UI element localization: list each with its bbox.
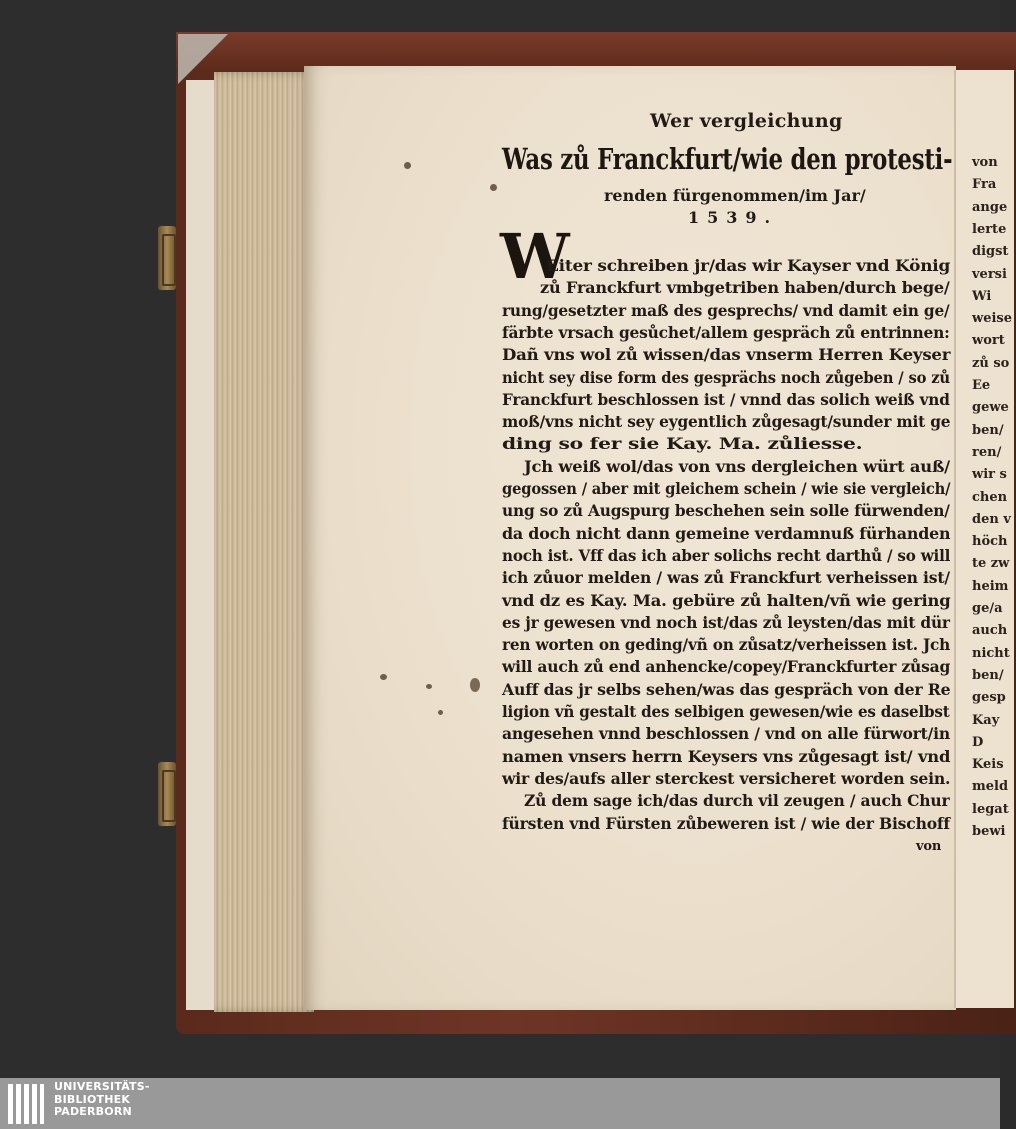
body-line: Auff das jr selbs sehen/was das gespräch von der Re [502, 679, 951, 699]
facing-page-line: weise [972, 311, 1012, 327]
body-line: rung/gesetzter maß des gesprechs/ vnd damit ein ge/ [502, 300, 950, 320]
body-line: da doch nicht dann gemeine verdamnuß fürhanden [502, 523, 951, 543]
library-name-line-3: PADERBORN [54, 1105, 132, 1118]
body-line: Dañ vns wol zů wissen/das vnserm Herren Keyser [502, 345, 951, 365]
body-line: es jr gewesen vnd noch ist/das zů leysten/das mit dür [502, 612, 950, 632]
book-clasp-lower [158, 762, 176, 826]
body-line: namen vnsers herrn Keysers vns zůgesagt ist/ vnd [502, 746, 951, 766]
page-blemish [426, 684, 432, 689]
running-head: Wer vergleichung [650, 110, 843, 132]
body-line: ich zůuor melden / was zů Franckfurt verheissen ist/ [502, 568, 950, 588]
body-line: fürsten vnd Fürsten zůbeweren ist / wie der Bischoff [502, 813, 950, 833]
facing-page-line: bewi [972, 824, 1006, 839]
facing-page-line: lerte [972, 221, 1007, 237]
facing-page-line: nicht [972, 645, 1010, 661]
facing-page-line: den v [972, 511, 1011, 527]
body-line: ding so fer sie Kay. Ma. zůliesse. [502, 434, 863, 454]
facing-page-line: ben/ [972, 667, 1004, 683]
page-title-year: 1539. [688, 208, 779, 227]
page-title-line-2: renden fürgenommen/im Jar/ [604, 186, 866, 205]
facing-page-line: Wi [972, 288, 992, 304]
facing-page-line: legat [972, 801, 1009, 817]
page-blemish [380, 674, 387, 680]
page-blemish [438, 710, 443, 715]
body-line: färbte vrsach gesůchet/allem gespräch zů entrinnen: [502, 322, 950, 342]
body-line: vnd dz es Kay. Ma. gebüre zů halten/vñ wie gering [502, 590, 951, 610]
footer-bar [0, 1078, 1000, 1129]
facing-page-line: Fra [972, 177, 997, 193]
drop-initial: W [500, 220, 570, 293]
facing-page [954, 70, 1014, 1008]
body-line: ung so zů Augspurg beschehen sein solle fürwenden/ [502, 501, 950, 521]
body-line: ren worten on geding/vñ on zůsatz/verheissen ist. Jch [502, 635, 951, 655]
facing-page-line: ge/a [972, 601, 1003, 616]
book-clasp-upper [158, 226, 176, 290]
facing-page-line: versi [972, 266, 1007, 282]
facing-page-line: ben/ [972, 422, 1004, 438]
facing-page-line: Keis [972, 757, 1004, 773]
library-name-line-1: UNIVERSITÄTS- [54, 1080, 150, 1093]
body-line: wir des/aufs aller sterckest versicheret worden sein. [502, 768, 951, 788]
page-edges [214, 72, 314, 1012]
facing-page-line: zů so [972, 355, 1010, 371]
body-line: zů Franckfurt vmbgetriben haben/durch bege/ [540, 278, 950, 298]
body-line: gegossen / aber mit gleichem schein / wie sie vergleich/ [502, 479, 951, 498]
facing-page-line: gewe [972, 400, 1009, 416]
body-line: moß/vns nicht sey eygentlich zůgesagt/sunder mit ge [502, 412, 951, 432]
page-blemish [404, 162, 411, 169]
facing-page-line: Ee [972, 378, 991, 393]
facing-page-line: chen [972, 489, 1008, 505]
library-logo-icon [8, 1084, 48, 1124]
body-line: Zů dem sage ich/das durch vil zeugen / auch Chur [524, 791, 950, 811]
facing-page-line: wort [972, 333, 1005, 349]
facing-page-line: wir s [972, 467, 1007, 483]
body-line: will auch zů end anhencke/copey/Franckfurter zůsag [502, 657, 951, 677]
page-blemish [470, 678, 480, 692]
body-line: Eiter schreiben jr/das wir Kayser vnd König [546, 256, 951, 275]
facing-page-line: höch [972, 534, 1008, 550]
library-name [54, 1081, 150, 1119]
library-name-line-2: BIBLIOTHEK [54, 1092, 131, 1106]
facing-page-line: gesp [972, 690, 1006, 706]
body-line: Franckfurt beschlossen ist / vnnd das solich weiß vnd [502, 389, 950, 409]
facing-page-line: auch [972, 623, 1008, 639]
facing-page-line: von [972, 155, 998, 170]
body-line: nicht sey dise form des gesprächs noch zůgeben / so zů [502, 367, 950, 387]
facing-page-line: meld [972, 779, 1009, 795]
facing-page-line: Kay [972, 712, 1000, 728]
page-blemish [490, 184, 497, 191]
body-line: ligion vñ gestalt des selbigen gewesen/wie es daselbst [502, 702, 950, 721]
catchword: von [916, 839, 942, 854]
facing-page-line: D [972, 734, 984, 750]
body-line: angesehen vnnd beschlossen / vnd on alle fürwort/in [502, 724, 950, 744]
facing-page-line: te zw [972, 556, 1010, 572]
facing-page-line: heim [972, 578, 1009, 594]
body-line: noch ist. Vff das ich aber solichs recht darthů / so will [502, 545, 951, 565]
facing-page-line: digst [972, 244, 1009, 260]
facing-page-line: ange [972, 199, 1008, 215]
facing-page-line: ren/ [972, 444, 1002, 460]
body-line: Jch weiß wol/das von vns dergleichen würt auß/ [524, 456, 950, 476]
page-title-line-1: Was zů Franckfurt/wie den protesti- [502, 142, 953, 176]
